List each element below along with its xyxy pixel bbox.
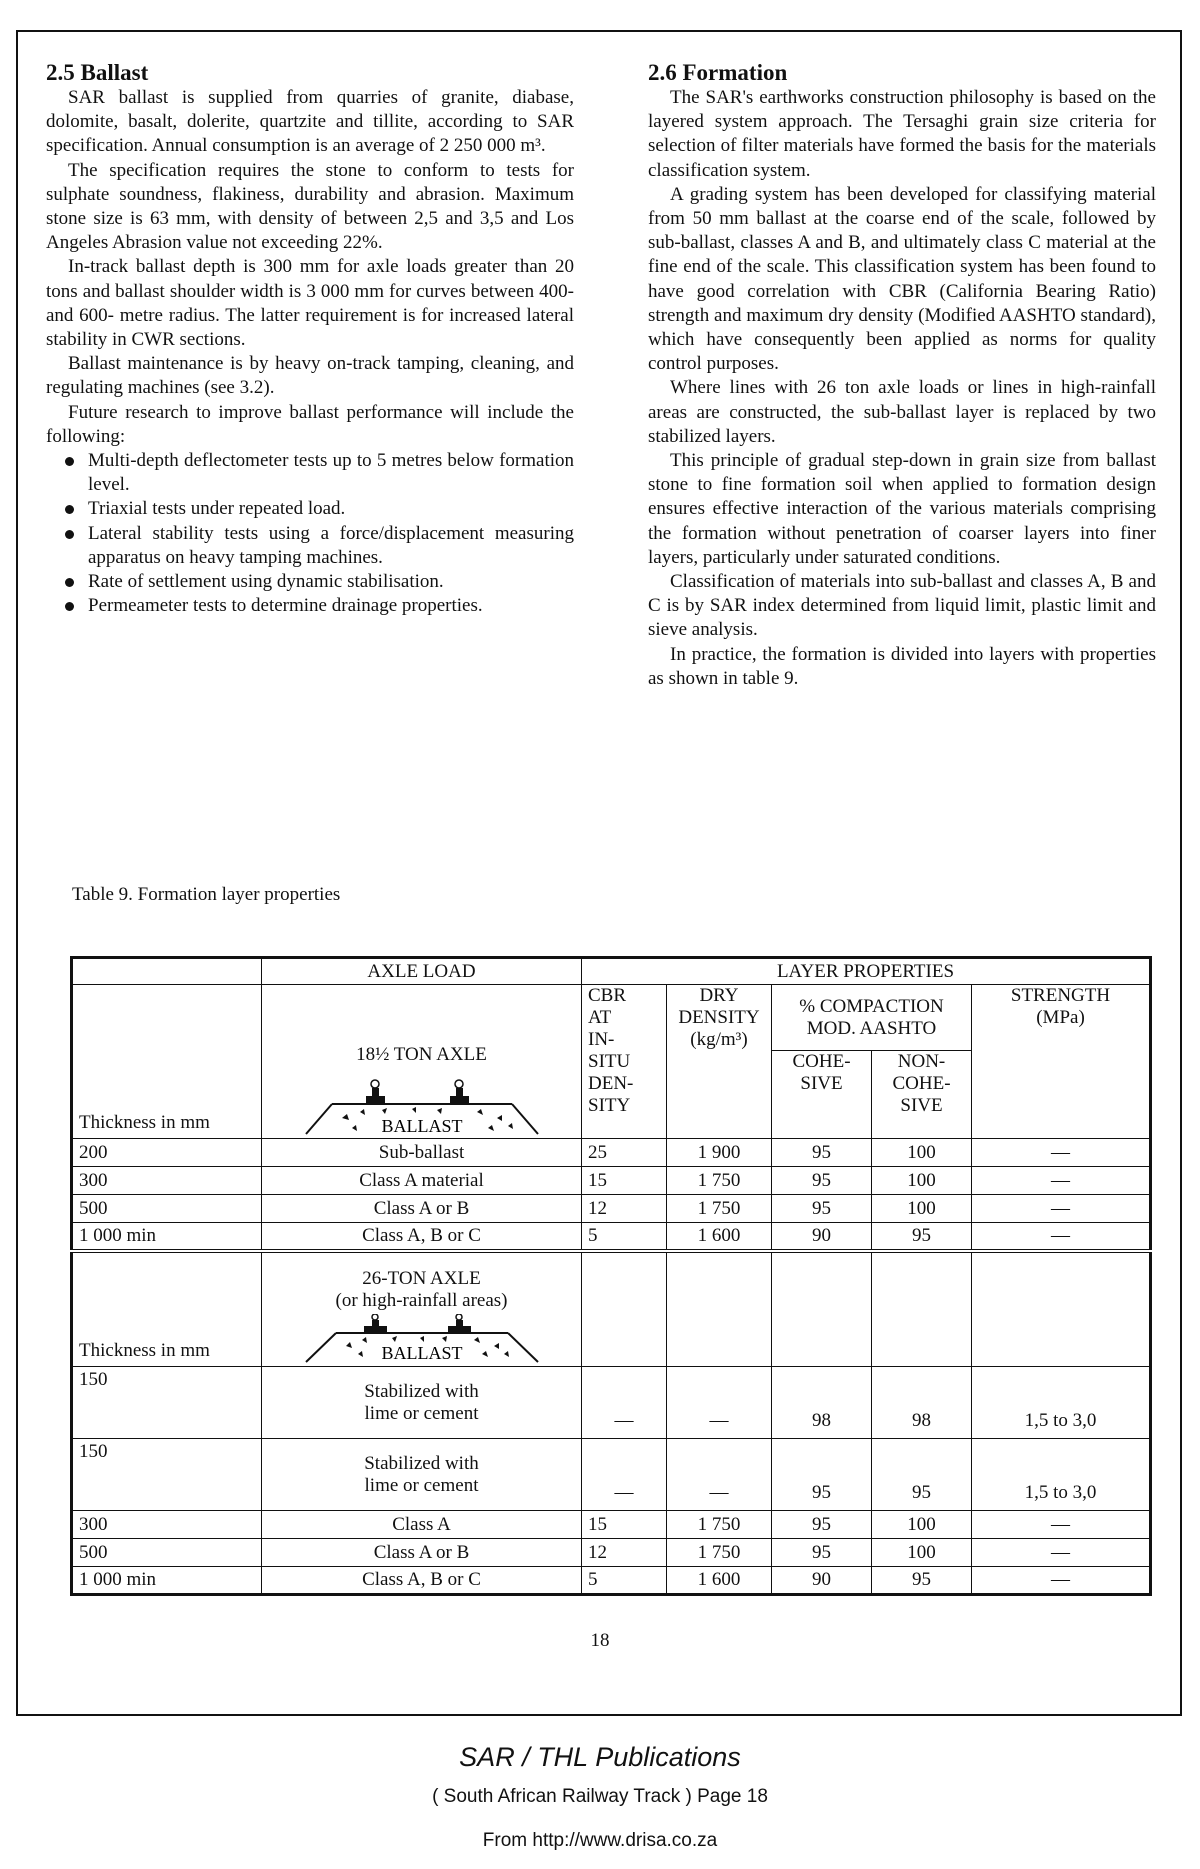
table-row xyxy=(72,1223,1151,1251)
axle-18-label: 18½ TON AXLE xyxy=(356,1044,487,1065)
bullet-dot-icon xyxy=(65,530,74,539)
table-row xyxy=(72,1539,1151,1567)
material-cell: Class A, B or C xyxy=(262,1567,582,1595)
thickness-cell: 500 xyxy=(72,1195,262,1223)
empty-cell xyxy=(582,1251,667,1367)
strength-cell: — xyxy=(972,1195,1151,1223)
thickness-header: Thickness in mm xyxy=(72,985,262,1139)
empty-cell xyxy=(772,1251,872,1367)
non-cohesive-cell: 100 xyxy=(872,1511,972,1539)
table-row xyxy=(72,1567,1151,1595)
ballast-paragraph: Ballast maintenance is by heavy on-track tamping, cleaning, and regulating machines (see 3.2). xyxy=(46,353,574,399)
table-row xyxy=(72,1167,1151,1195)
ballast-paragraph: Future research to improve ballast performance will include the following: xyxy=(46,401,574,447)
strength-header-line: STRENGTH xyxy=(1010,985,1111,1006)
ballast-heading: 2.5 Ballast xyxy=(46,60,149,85)
cohesive-header xyxy=(772,1051,872,1139)
thickness-cell: 500 xyxy=(72,1539,262,1567)
formation-heading: 2.6 Formation xyxy=(648,60,788,85)
cbr-cell: 12 xyxy=(582,1195,667,1223)
density-cell: — xyxy=(667,1439,772,1511)
cohesive-cell: 95 xyxy=(772,1439,872,1511)
table-header-row-26 xyxy=(72,1251,1151,1367)
layer-properties-header: LAYER PROPERTIES xyxy=(582,958,1151,985)
cohesive-cell: 90 xyxy=(772,1223,872,1251)
material-cell: Class A material xyxy=(262,1167,582,1195)
ballast-diagram-label: BALLAST xyxy=(381,1116,462,1136)
dry-density-header-line: (kg/m³) xyxy=(690,1029,748,1050)
strength-cell: — xyxy=(972,1223,1151,1251)
table-row xyxy=(72,1439,1151,1511)
formation-section xyxy=(648,60,1156,691)
ballast-cross-section-26-icon xyxy=(302,1314,542,1366)
non-cohesive-cell: 100 xyxy=(872,1195,972,1223)
strength-cell: — xyxy=(972,1539,1151,1567)
dry-density-header xyxy=(667,985,772,1139)
cohesive-cell: 95 xyxy=(772,1511,872,1539)
density-cell: 1 750 xyxy=(667,1167,772,1195)
non-cohesive-header xyxy=(872,1051,972,1139)
cbr-cell: — xyxy=(582,1367,667,1439)
table-caption: Table 9. Formation layer properties xyxy=(72,884,341,905)
cbr-cell: 12 xyxy=(582,1539,667,1567)
thickness-cell: 200 xyxy=(72,1139,262,1167)
thickness-cell: 150 xyxy=(72,1367,262,1439)
cbr-header-line: AT xyxy=(588,1007,612,1028)
material-line: Stabilized with xyxy=(364,1380,479,1402)
compaction-header xyxy=(772,985,972,1051)
cbr-cell: 15 xyxy=(582,1511,667,1539)
formation-paragraph: The SAR's earthworks construction philosophy is based on the layered system approach. The Tersaghi grain size criteria for selection of filter materials have formed the basis for the materials classification system. xyxy=(648,87,1156,181)
thickness-header-26: Thickness in mm xyxy=(72,1251,262,1367)
dry-density-header-line: DRY xyxy=(699,985,739,1006)
strength-cell: — xyxy=(972,1567,1151,1595)
ballast-section xyxy=(46,60,574,618)
formation-paragraph: In practice, the formation is divided into layers with properties as shown in table 9. xyxy=(648,643,1156,689)
non-cohesive-header-line: COHE- xyxy=(892,1073,951,1094)
bullet-item xyxy=(46,594,574,618)
cbr-header xyxy=(582,985,667,1139)
ballast-cross-section-icon xyxy=(302,1068,542,1138)
ballast-diagram-label-26: BALLAST xyxy=(381,1343,462,1363)
cbr-header-line: DEN- xyxy=(588,1073,634,1094)
thickness-cell: 150 xyxy=(72,1439,262,1511)
bullet-dot-icon xyxy=(65,505,74,514)
cohesive-cell: 98 xyxy=(772,1367,872,1439)
bullet-item xyxy=(46,522,574,570)
axle-load-header: AXLE LOAD xyxy=(262,958,582,985)
density-cell: 1 750 xyxy=(667,1511,772,1539)
table-row xyxy=(72,1511,1151,1539)
material-cell: Class A or B xyxy=(262,1195,582,1223)
bullet-text: Triaxial tests under repeated load. xyxy=(88,498,346,520)
footer-source-link[interactable]: From http://www.drisa.co.za xyxy=(482,1830,718,1851)
non-cohesive-cell: 100 xyxy=(872,1167,972,1195)
axle-26-note: (or high-rainfall areas) xyxy=(335,1290,508,1311)
non-cohesive-cell: 95 xyxy=(872,1223,972,1251)
bullet-text: Permeameter tests to determine drainage properties. xyxy=(88,595,483,617)
density-cell: 1 600 xyxy=(667,1223,772,1251)
cbr-cell: 5 xyxy=(582,1223,667,1251)
cohesive-cell: 95 xyxy=(772,1195,872,1223)
material-cell: Class A or B xyxy=(262,1539,582,1567)
thickness-cell: 1 000 min xyxy=(72,1223,262,1251)
footer-title: SAR / THL Publications xyxy=(459,1742,741,1772)
thickness-cell: 300 xyxy=(72,1511,262,1539)
bullet-item xyxy=(46,449,574,497)
compaction-header-line: % COMPACTION xyxy=(799,995,944,1017)
material-cell xyxy=(262,1367,582,1439)
formation-paragraph: A grading system has been developed for classifying material from 50 mm ballast at the coarse end of the scale, followed by sub-ballast, classes A and B, and ultimately class C material at the fine end of the scale. This classification system has been found to have good correlation with CBR (California Bearing Ratio) strength and maximum dry density (Modified AASHTO standard), which have consequently been applied as norms for quality control purposes. xyxy=(648,183,1156,375)
density-cell: 1 750 xyxy=(667,1539,772,1567)
page-number: 18 xyxy=(590,1630,610,1651)
compaction-header-line: MOD. AASHTO xyxy=(806,1017,937,1039)
strength-cell: 1,5 to 3,0 xyxy=(972,1367,1151,1439)
bullet-text: Rate of settlement using dynamic stabilisation. xyxy=(88,571,444,593)
cbr-cell: 15 xyxy=(582,1167,667,1195)
table-header-row xyxy=(72,958,1151,985)
strength-cell: 1,5 to 3,0 xyxy=(972,1439,1151,1511)
table-header-row xyxy=(72,985,1151,1051)
axle-18-header xyxy=(262,985,582,1139)
non-cohesive-header-line: SIVE xyxy=(900,1095,943,1116)
material-cell: Sub-ballast xyxy=(262,1139,582,1167)
non-cohesive-cell: 100 xyxy=(872,1539,972,1567)
empty-cell xyxy=(667,1251,772,1367)
bullet-text: Lateral stability tests using a force/displacement measuring apparatus on heavy tamping machines. xyxy=(88,522,574,568)
dry-density-header-line: DENSITY xyxy=(678,1007,760,1028)
strength-cell: — xyxy=(972,1511,1151,1539)
material-line: lime or cement xyxy=(364,1402,479,1424)
density-cell: 1 900 xyxy=(667,1139,772,1167)
formation-layer-table xyxy=(70,956,1152,1596)
non-cohesive-cell: 98 xyxy=(872,1367,972,1439)
material-line: lime or cement xyxy=(364,1474,479,1496)
cohesive-cell: 95 xyxy=(772,1539,872,1567)
material-cell: Class A, B or C xyxy=(262,1223,582,1251)
bullet-dot-icon xyxy=(65,457,74,466)
non-cohesive-cell: 95 xyxy=(872,1439,972,1511)
page-frame xyxy=(16,30,1182,1716)
ballast-paragraph: In-track ballast depth is 300 mm for axle loads greater than 20 tons and ballast shoulder width is 3 000 mm for curves between 400- and 600- metre radius. The latter requirement is for increased lateral stability in CWR sections. xyxy=(46,256,574,351)
cbr-header-line: SITY xyxy=(588,1095,631,1116)
bullet-text: Multi-depth deflectometer tests up to 5 metres below formation level. xyxy=(88,450,574,496)
empty-cell xyxy=(972,1251,1151,1367)
non-cohesive-header-line: NON- xyxy=(897,1051,946,1072)
formation-paragraph: Where lines with 26 ton axle loads or lines in high-rainfall areas are constructed, the sub-ballast layer is replaced by two stabilized layers. xyxy=(648,377,1156,447)
cbr-header-line: SITU xyxy=(588,1051,631,1072)
non-cohesive-cell: 95 xyxy=(872,1567,972,1595)
strength-header xyxy=(972,985,1151,1139)
strength-cell: — xyxy=(972,1167,1151,1195)
axle-26-header xyxy=(262,1251,582,1367)
footer-subtitle: ( South African Railway Track ) Page 18 xyxy=(432,1786,768,1807)
material-cell xyxy=(262,1439,582,1511)
table-row xyxy=(72,1367,1151,1439)
ballast-paragraph: SAR ballast is supplied from quarries of granite, diabase, dolomite, basalt, dolerite, quartzite and tillite, according to SAR specification. Annual consumption is an average of 2 250 000 m³. xyxy=(46,87,574,157)
bullet-dot-icon xyxy=(65,578,74,587)
density-cell: 1 600 xyxy=(667,1567,772,1595)
table-row xyxy=(72,1139,1151,1167)
cohesive-header-line: COHE- xyxy=(792,1051,851,1072)
cohesive-header-line: SIVE xyxy=(800,1073,843,1094)
cbr-cell: — xyxy=(582,1439,667,1511)
cbr-header-line: IN- xyxy=(588,1029,615,1050)
empty-header-cell xyxy=(72,958,262,985)
cbr-cell: 5 xyxy=(582,1567,667,1595)
strength-header-line: (MPa) xyxy=(1036,1007,1085,1028)
research-bullet-list xyxy=(46,449,574,618)
thickness-cell: 1 000 min xyxy=(72,1567,262,1595)
table-row xyxy=(72,1195,1151,1223)
material-cell: Class A xyxy=(262,1511,582,1539)
bullet-item xyxy=(46,570,574,594)
density-cell: — xyxy=(667,1367,772,1439)
cohesive-cell: 95 xyxy=(772,1167,872,1195)
cohesive-cell: 90 xyxy=(772,1567,872,1595)
empty-cell xyxy=(872,1251,972,1367)
cbr-header-line: CBR xyxy=(588,985,627,1006)
cohesive-cell: 95 xyxy=(772,1139,872,1167)
formation-paragraph: This principle of gradual step-down in grain size from ballast stone to fine formation soil when applied to formation design ensures effective interaction of the various materials comprising the formation without penetration of coarser layers into finer layers, particularly under saturated conditions. xyxy=(648,450,1156,568)
bullet-item xyxy=(46,497,574,521)
cbr-cell: 25 xyxy=(582,1139,667,1167)
thickness-cell: 300 xyxy=(72,1167,262,1195)
bullet-dot-icon xyxy=(65,602,74,611)
formation-paragraph: Classification of materials into sub-ballast and classes A, B and C is by SAR index determined from liquid limit, plastic limit and sieve analysis. xyxy=(648,571,1156,641)
density-cell: 1 750 xyxy=(667,1195,772,1223)
material-line: Stabilized with xyxy=(364,1452,479,1474)
strength-cell: — xyxy=(972,1139,1151,1167)
ballast-paragraph: The specification requires the stone to conform to tests for sulphate soundness, flakiness, durability and abrasion. Maximum stone size is 63 mm, with density of between 2,5 and 3,5 and Los Angeles Abrasion value not exceeding 22%. xyxy=(46,159,574,254)
non-cohesive-cell: 100 xyxy=(872,1139,972,1167)
axle-26-label: 26-TON AXLE xyxy=(362,1268,481,1289)
